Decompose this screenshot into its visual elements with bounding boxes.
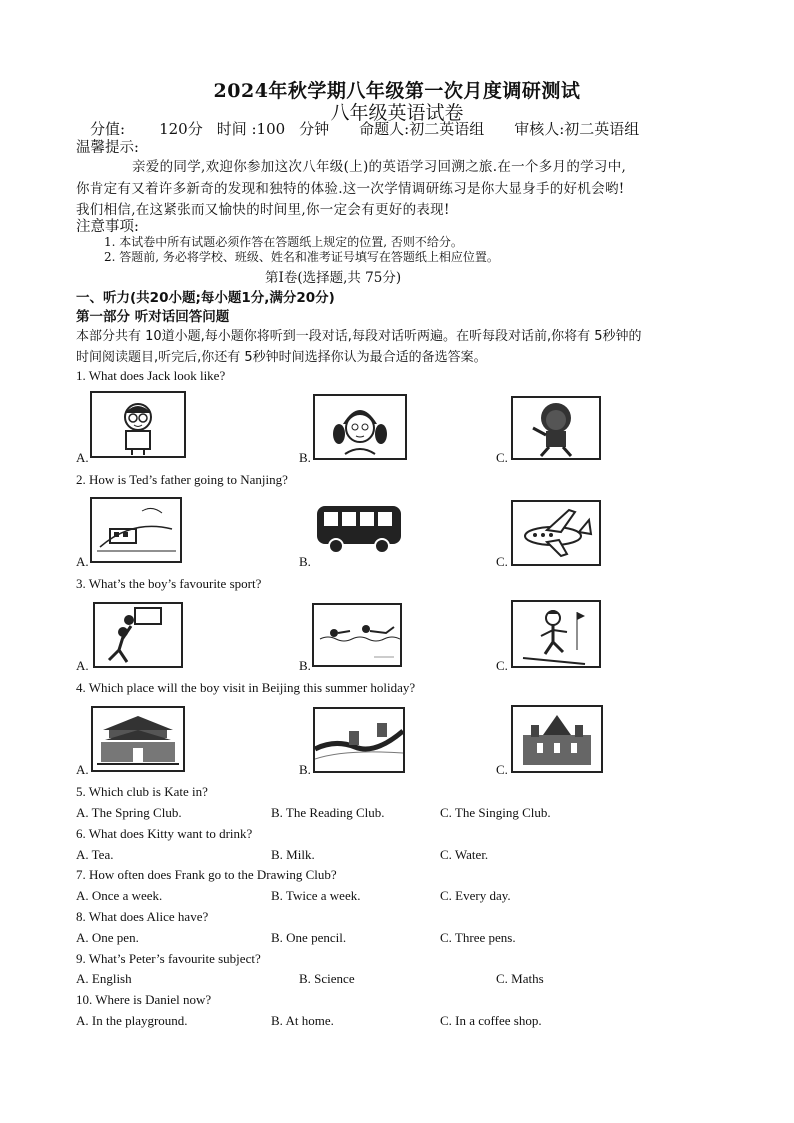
part-1-desc-2: 时间阅读题目,听完后,你还有 5秒钟时间选择你认为最合适的备选答案。 bbox=[76, 350, 487, 365]
great-wall-icon[interactable] bbox=[313, 707, 405, 773]
palace-icon[interactable] bbox=[511, 705, 603, 773]
kid-with-curly-hair-icon[interactable] bbox=[511, 396, 601, 460]
q4-option-c[interactable]: C. bbox=[496, 762, 508, 777]
question-3: 3. What’s the boy’s favourite sport? bbox=[76, 576, 262, 591]
question-7: 7. How often does Frank go to the Drawing Club? bbox=[76, 867, 337, 882]
tips-line-1: 亲爱的同学,欢迎你参加这次八年级(上)的英语学习回溯之旅.在一个多月的学习中, bbox=[132, 159, 627, 175]
q9-option-c[interactable]: C. Maths bbox=[496, 971, 544, 986]
tips-heading: 温馨提示: bbox=[76, 140, 139, 156]
score-value: 120分 bbox=[159, 120, 203, 138]
q6-option-a[interactable]: A. Tea. bbox=[76, 847, 114, 862]
q3-option-b[interactable]: B. bbox=[299, 658, 311, 673]
question-10: 10. Where is Daniel now? bbox=[76, 992, 212, 1007]
exam-meta bbox=[90, 118, 639, 139]
train-icon[interactable] bbox=[90, 497, 182, 563]
tips-line-3: 我们相信,在这紧张而又愉快的时间里,你一定会有更好的表现! bbox=[76, 202, 450, 218]
boy-with-glasses-icon[interactable] bbox=[90, 391, 186, 458]
q4-option-b[interactable]: B. bbox=[299, 762, 311, 777]
q10-option-c[interactable]: C. In a coffee shop. bbox=[440, 1013, 542, 1028]
question-4: 4. Which place will the boy visit in Beijing this summer holiday? bbox=[76, 680, 416, 695]
bus-icon[interactable] bbox=[314, 500, 404, 556]
q10-option-b[interactable]: B. At home. bbox=[271, 1013, 334, 1028]
q3-option-a[interactable]: A. bbox=[76, 658, 89, 673]
q6-option-c[interactable]: C. Water. bbox=[440, 847, 489, 862]
basketball-icon[interactable] bbox=[93, 602, 183, 668]
reviewer: 审核人:初二英语组 bbox=[514, 120, 640, 138]
section-1-heading: 一、听力(共20小题;每小题1分,满分20分) bbox=[76, 290, 335, 306]
tips-line-2: 你肯定有又着许多新奇的发现和独特的体验.这一次学情调研练习是你大显身手的好机会哟! bbox=[76, 181, 625, 197]
girl-with-pigtails-icon[interactable] bbox=[313, 394, 407, 460]
part-1-title: 第一部分 听对话回答问题 bbox=[76, 309, 230, 325]
swimming-icon[interactable] bbox=[312, 603, 402, 667]
q2-option-c[interactable]: C. bbox=[496, 554, 508, 569]
question-1: 1. What does Jack look like? bbox=[76, 368, 226, 383]
time-label: 时间 :100 bbox=[216, 120, 286, 138]
q5-option-c[interactable]: C. The Singing Club. bbox=[440, 805, 551, 820]
q8-option-c[interactable]: C. Three pens. bbox=[440, 930, 516, 945]
q3-option-c[interactable]: C. bbox=[496, 658, 508, 673]
notes-heading: 注意事项: bbox=[76, 219, 139, 235]
question-5: 5. Which club is Kate in? bbox=[76, 784, 208, 799]
plane-icon[interactable] bbox=[511, 500, 601, 566]
q7-option-a[interactable]: A. Once a week. bbox=[76, 888, 163, 903]
score-label: 分值: bbox=[90, 120, 126, 138]
q8-option-b[interactable]: B. One pencil. bbox=[271, 930, 347, 945]
q9-option-a[interactable]: A. English bbox=[76, 971, 132, 986]
tiananmen-icon[interactable] bbox=[91, 706, 185, 772]
volume-heading: 第I卷(选择题,共 75分) bbox=[265, 270, 402, 286]
q1-option-b[interactable]: B. bbox=[299, 450, 311, 465]
q1-option-a[interactable]: A. bbox=[76, 450, 89, 465]
question-8: 8. What does Alice have? bbox=[76, 909, 209, 924]
exam-subtitle: 八年级英语试卷 bbox=[330, 102, 464, 124]
q2-option-a[interactable]: A. bbox=[76, 554, 89, 569]
q9-option-b[interactable]: B. Science bbox=[299, 971, 355, 986]
q10-option-a[interactable]: A. In the playground. bbox=[76, 1013, 188, 1028]
time-unit: 分钟 bbox=[299, 120, 330, 138]
q5-option-b[interactable]: B. The Reading Club. bbox=[271, 805, 385, 820]
author: 命题人:初二英语组 bbox=[359, 120, 485, 138]
q7-option-c[interactable]: C. Every day. bbox=[440, 888, 511, 903]
part-1-desc-1: 本部分共有 10道小题,每小题你将听到一段对话,每段对话听两遍。在听每段对话前,你将有 5秒钟的 bbox=[76, 329, 642, 344]
q2-option-b[interactable]: B. bbox=[299, 554, 311, 569]
q6-option-b[interactable]: B. Milk. bbox=[271, 847, 315, 862]
question-2: 2. How is Ted’s father going to Nanjing? bbox=[76, 472, 288, 487]
question-6: 6. What does Kitty want to drink? bbox=[76, 826, 253, 841]
notes-item-1: 1. 本试卷中所有试题必须作答在答题纸上规定的位置, 否则不给分。 bbox=[104, 235, 463, 249]
q4-option-a[interactable]: A. bbox=[76, 762, 89, 777]
question-9: 9. What’s Peter’s favourite subject? bbox=[76, 951, 261, 966]
q8-option-a[interactable]: A. One pen. bbox=[76, 930, 139, 945]
exam-title: 2024年秋学期八年级第一次月度调研测试 bbox=[213, 80, 581, 102]
q5-option-a[interactable]: A. The Spring Club. bbox=[76, 805, 182, 820]
q1-option-c[interactable]: C. bbox=[496, 450, 508, 465]
skiing-icon[interactable] bbox=[511, 600, 601, 668]
notes-item-2: 2. 答题前, 务必将学校、班级、姓名和准考证号填写在答题纸上相应位置。 bbox=[104, 250, 499, 264]
q7-option-b[interactable]: B. Twice a week. bbox=[271, 888, 361, 903]
